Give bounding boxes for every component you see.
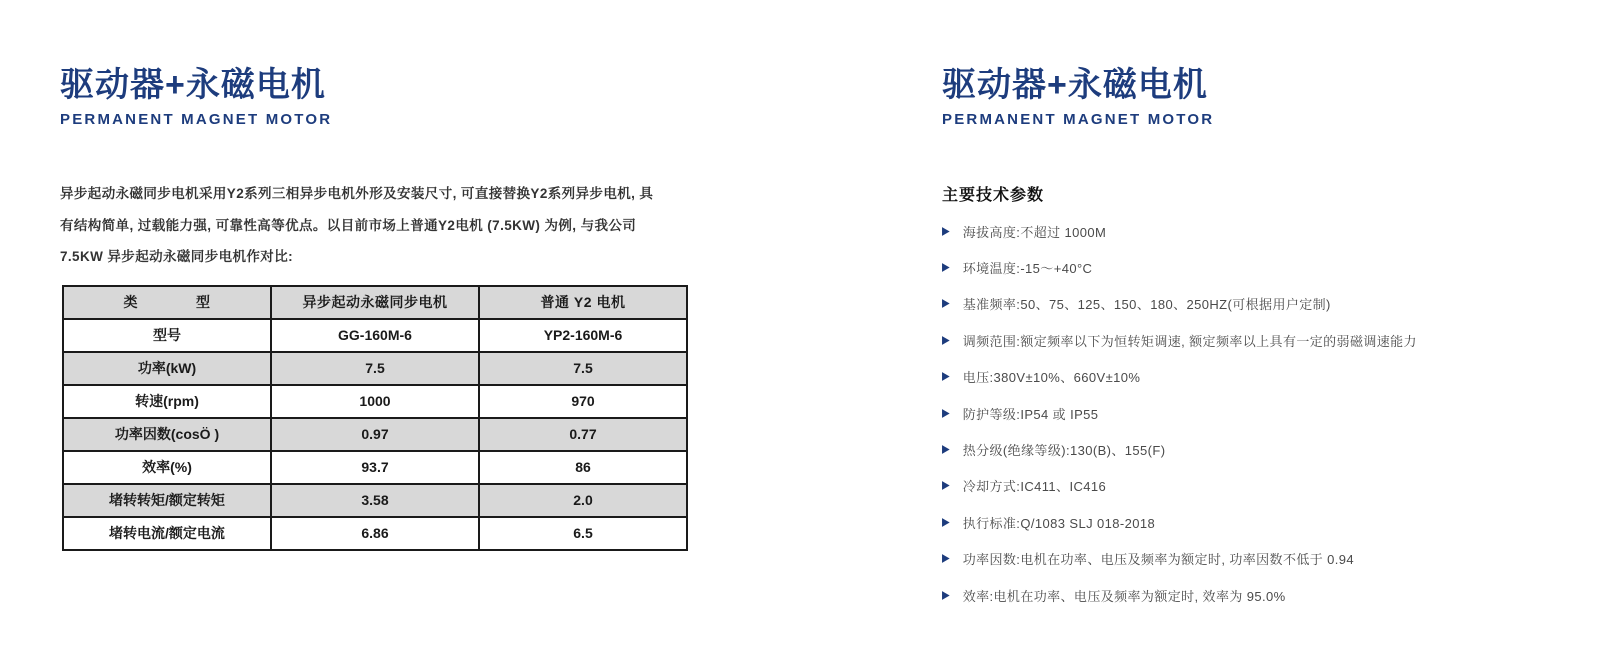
row-value-cell: 7.5 — [479, 352, 687, 385]
spec-text: 热分级(绝缘等级):130(B)、155(F) — [962, 443, 1166, 459]
intro-line: 异步起动永磁同步电机采用Y2系列三相异步电机外形及安装尺寸, 可直接替换Y2系列异步电机, 具 — [60, 186, 654, 201]
spec-item — [942, 249, 1562, 285]
row-label-cell: 效率(%) — [63, 451, 271, 484]
spec-item — [942, 213, 1562, 249]
page-title-right: 驱动器+永磁电机 — [942, 66, 1208, 104]
row-label-cell: 功率因数(cosÖ ) — [63, 418, 271, 451]
spec-text: 冷却方式:IC411、IC416 — [962, 479, 1107, 495]
spec-item — [942, 577, 1562, 613]
table-row — [63, 352, 687, 385]
triangle-bullet-icon: ▶ — [942, 443, 950, 456]
spec-item — [942, 541, 1562, 577]
row-value-cell: 6.86 — [271, 517, 479, 550]
spec-item — [942, 431, 1562, 467]
spec-text: 功率因数:电机在功率、电压及频率为额定时, 功率因数不低于 0.94 — [962, 552, 1355, 568]
spec-item — [942, 286, 1562, 322]
row-value-cell: 1000 — [271, 385, 479, 418]
table-row — [63, 418, 687, 451]
row-value-cell: YP2-160M-6 — [479, 319, 687, 352]
triangle-bullet-icon: ▶ — [942, 406, 950, 420]
spec-text: 调频范围:额定频率以下为恒转矩调速, 额定频率以上具有一定的弱磁调速能力 — [962, 333, 1417, 349]
spec-text: 电压:380V±10%、660V±10% — [962, 370, 1141, 386]
spec-item — [942, 359, 1562, 395]
row-value-cell: 6.5 — [479, 517, 687, 550]
table-header-cell: 类 型 — [63, 286, 271, 319]
triangle-bullet-icon: ▶ — [942, 479, 950, 493]
row-value-cell: 970 — [479, 385, 687, 418]
row-label-cell: 功率(kW) — [63, 352, 271, 385]
spec-text: 海拔高度:不超过 1000M — [962, 224, 1107, 240]
row-value-cell: 7.5 — [271, 352, 479, 385]
right-column — [942, 66, 1562, 613]
page-subtitle-left: PERMANENT MAGNET MOTOR — [60, 111, 333, 128]
table-row — [63, 385, 687, 418]
row-label-cell: 堵转电流/额定电流 — [63, 517, 271, 550]
spec-text: 防护等级:IP54 或 IP55 — [962, 406, 1099, 422]
row-value-cell: 0.97 — [271, 418, 479, 451]
row-label-cell: 型号 — [63, 319, 271, 352]
intro-line: 7.5KW 异步起动永磁同步电机作对比: — [60, 249, 294, 264]
page-title-left: 驱动器+永磁电机 — [60, 66, 326, 104]
spec-item — [942, 395, 1562, 431]
triangle-bullet-icon: ▶ — [942, 515, 950, 529]
triangle-bullet-icon: ▶ — [942, 370, 950, 384]
comparison-table — [62, 285, 688, 551]
row-label-cell: 转速(rpm) — [63, 385, 271, 418]
intro-paragraph — [60, 178, 700, 273]
table-body — [63, 319, 687, 550]
table-header-cell: 普通 Y2 电机 — [479, 286, 687, 319]
table-header-cell: 异步起动永磁同步电机 — [271, 286, 479, 319]
spec-item — [942, 504, 1562, 540]
spec-item — [942, 322, 1562, 358]
comparison-table-wrap — [62, 285, 700, 551]
intro-line: 有结构简单, 过载能力强, 可靠性高等优点。以目前市场上普通Y2电机 (7.5KW) 为例, 与我公司 — [60, 217, 637, 233]
table-row — [63, 319, 687, 352]
spec-list — [942, 213, 1562, 613]
spec-text: 执行标准:Q/1083 SLJ 018-2018 — [962, 515, 1156, 531]
triangle-bullet-icon: ▶ — [942, 552, 950, 566]
table-row — [63, 517, 687, 550]
spec-text: 环境温度:-15～+40°C — [962, 261, 1093, 277]
row-value-cell: 0.77 — [479, 418, 687, 451]
table-header-row — [63, 286, 687, 319]
row-value-cell: 2.0 — [479, 484, 687, 517]
triangle-bullet-icon: ▶ — [942, 224, 950, 238]
spec-item — [942, 468, 1562, 504]
row-value-cell: GG-160M-6 — [271, 319, 479, 352]
section-title-tech-params: 主要技术参数 — [942, 187, 1045, 204]
page-subtitle-right: PERMANENT MAGNET MOTOR — [942, 111, 1215, 128]
triangle-bullet-icon: ▶ — [942, 261, 950, 274]
triangle-bullet-icon: ▶ — [942, 334, 950, 347]
table-row — [63, 484, 687, 517]
left-column — [60, 66, 700, 551]
triangle-bullet-icon: ▶ — [942, 297, 950, 311]
triangle-bullet-icon: ▶ — [942, 588, 950, 602]
row-value-cell: 3.58 — [271, 484, 479, 517]
row-value-cell: 93.7 — [271, 451, 479, 484]
spec-text: 效率:电机在功率、电压及频率为额定时, 效率为 95.0% — [962, 588, 1286, 604]
table-row — [63, 451, 687, 484]
spec-text: 基准频率:50、75、125、150、180、250HZ(可根据用户定制) — [962, 297, 1331, 313]
row-label-cell: 堵转转矩/额定转矩 — [63, 484, 271, 517]
row-value-cell: 86 — [479, 451, 687, 484]
